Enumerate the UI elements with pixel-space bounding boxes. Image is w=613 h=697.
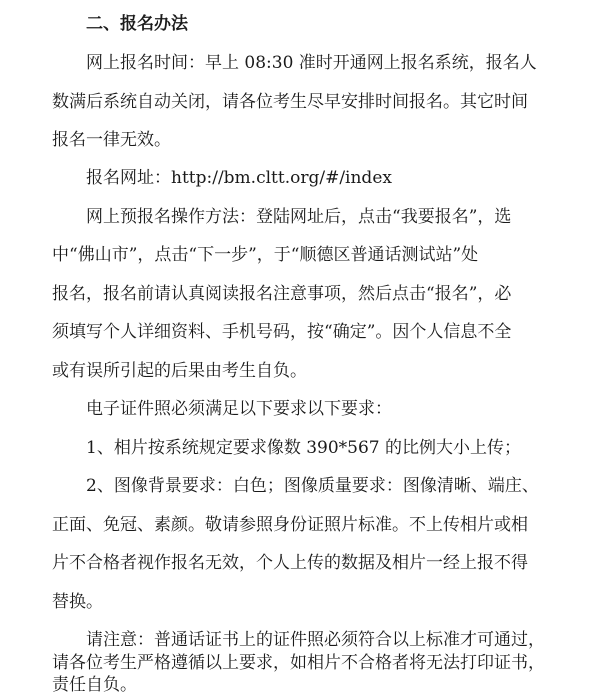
paragraph-line: 中“佛山市”，点击“下一步”，于“顺德区普通话测试站”处 xyxy=(52,245,479,265)
paragraph-line: 或有误所引起的后果由考生自负。 xyxy=(52,361,307,381)
registration-url-line: 报名网址：http://bm.cltt.org/#/index xyxy=(86,168,392,188)
paragraph-line: 须填写个人详细资料、手机号码，按“确定”。因个人信息不全 xyxy=(52,322,512,342)
paragraph-line: 报名一律无效。 xyxy=(52,130,171,150)
list-item: 1、相片按系统规定要求像数 390*567 的比例大小上传； xyxy=(86,438,522,458)
notice-line: 请注意：普通话证书上的证件照必须符合以上标准才可通过， xyxy=(86,630,545,650)
paragraph-line: 网上预报名操作方法：登陆网址后，点击“我要报名”，选 xyxy=(86,207,512,227)
section-heading: 二、报名办法 xyxy=(86,14,188,34)
paragraph-line: 网上报名时间：早上 08:30 准时开通网上报名系统，报名人 xyxy=(86,53,537,73)
paragraph-line: 电子证件照必须满足以下要求以下要求： xyxy=(86,399,392,419)
paragraph-line: 片不合格者视作报名无效，个人上传的数据及相片一经上报不得 xyxy=(52,553,528,573)
notice-line: 责任自负。 xyxy=(52,675,137,695)
paragraph-line: 正面、免冠、素颜。敬请参照身份证照片标准。不上传相片或相 xyxy=(52,515,528,535)
list-item: 2、图像背景要求：白色；图像质量要求：图像清晰、端庄、 xyxy=(86,476,539,496)
paragraph-line: 替换。 xyxy=(52,592,103,612)
notice-line: 请各位考生严格遵循以上要求，如相片不合格者将无法打印证书， xyxy=(52,653,545,673)
paragraph-line: 数满后系统自动关闭，请各位考生尽早安排时间报名。其它时间 xyxy=(52,92,528,112)
paragraph-line: 报名，报名前请认真阅读报名注意事项，然后点击“报名”，必 xyxy=(52,284,512,304)
